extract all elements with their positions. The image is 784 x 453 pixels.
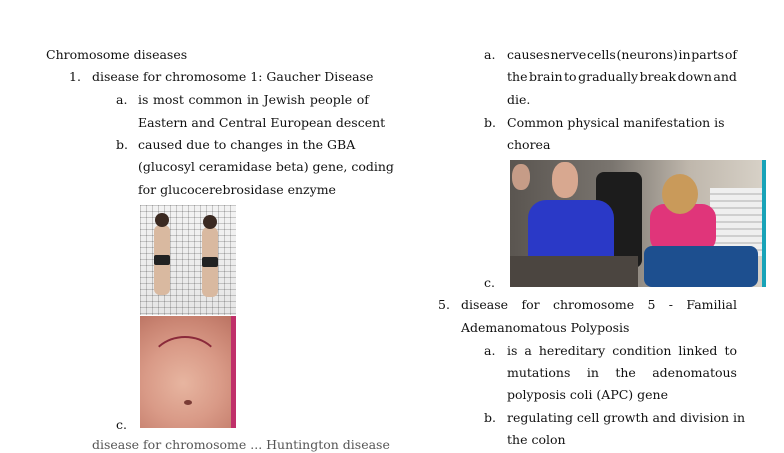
word: to: [724, 343, 737, 358]
word: is: [138, 92, 149, 107]
sub-marker-1a: a.: [116, 92, 128, 107]
sub-item-5b-line-2: the colon: [507, 432, 566, 447]
word: the: [615, 365, 636, 380]
word: people: [309, 92, 353, 107]
sub-marker-rc: c.: [484, 275, 495, 290]
child-head-1: [155, 213, 169, 227]
word: common: [188, 92, 243, 107]
sub-item-1b-line-1: caused due to changes in the GBA: [138, 137, 356, 152]
sub-item-1a-line-1: [138, 92, 369, 108]
word: Familial: [686, 297, 737, 312]
word: linked: [678, 343, 718, 358]
sub-item-ra-line-2: [507, 69, 737, 85]
word: is: [507, 343, 518, 358]
word: cells: [587, 47, 616, 62]
word: of: [356, 92, 369, 107]
surgical-scar: [148, 336, 222, 400]
list-number-5: 5.: [438, 297, 450, 312]
word: chromosome: [552, 297, 635, 312]
sub-item-rb-line-2: chorea: [507, 137, 551, 152]
sub-item-ra-line-1: [507, 47, 737, 63]
word: in: [246, 92, 259, 107]
word: adenomatous: [652, 365, 737, 380]
sub-item-1b-line-3: for glucocerebrosidase enzyme: [138, 182, 336, 197]
woman-hair: [662, 174, 698, 214]
word: brain: [529, 69, 563, 84]
sub-item-5a-line-2: [507, 365, 737, 381]
word: causes: [507, 47, 550, 62]
word: in: [586, 365, 599, 380]
list-item-1-text: disease for chromosome 1: Gaucher Disease: [92, 69, 374, 84]
sub-marker-5b: b.: [484, 410, 496, 425]
word: gradually: [578, 69, 639, 84]
sub-item-rb-line-1: Common physical manifestation is: [507, 115, 725, 130]
word: down: [677, 69, 712, 84]
sub-item-ra-line-3: die.: [507, 92, 531, 107]
word: disease: [461, 297, 509, 312]
cut-off-line: disease for chromosome ... Huntington disease: [92, 437, 390, 452]
word: 5: [647, 297, 656, 312]
sub-item-1b-line-2: (glucosyl ceramidase beta) gene, coding: [138, 159, 394, 174]
word: of: [724, 47, 737, 62]
photo-edge: [231, 316, 236, 428]
sub-item-5a-line-1: [507, 343, 737, 359]
word: for: [521, 297, 540, 312]
sub-marker-1b: b.: [116, 137, 128, 152]
word: condition: [612, 343, 672, 358]
word: hereditary: [538, 343, 606, 358]
list-item-5-line-2: Ademanomatous Polyposis: [461, 320, 630, 335]
sub-item-5a-line-3: polyposis coli (APC) gene: [507, 387, 668, 402]
word: a: [524, 343, 532, 358]
sub-marker-rb: b.: [484, 115, 496, 130]
child-shorts-1: [154, 255, 170, 265]
sub-marker-5a: a.: [484, 343, 496, 358]
word: and: [713, 69, 737, 84]
word: (neurons): [616, 47, 678, 62]
gaucher-abdomen-photo: [140, 316, 236, 428]
list-item-5-line-1: [461, 297, 737, 313]
word: mutations: [507, 365, 571, 380]
child-head-2: [203, 215, 217, 229]
bystander-head: [512, 164, 530, 190]
sub-item-5b-line-1: regulating cell growth and division in: [507, 410, 746, 425]
gaucher-children-photo: [140, 205, 236, 315]
word: in: [678, 47, 691, 62]
man-blue-shirt: [528, 200, 614, 262]
word: -: [668, 297, 674, 312]
sub-marker-ra: a.: [484, 47, 496, 62]
section-heading: Chromosome diseases: [46, 47, 188, 62]
list-number-1: 1.: [69, 69, 81, 84]
child-shorts-2: [202, 257, 218, 267]
word: nerve: [550, 47, 587, 62]
word: Jewish: [263, 92, 306, 107]
word: to: [564, 69, 577, 84]
word: break: [639, 69, 677, 84]
photo-edge: [762, 160, 766, 287]
man-head: [552, 162, 578, 198]
word: the: [507, 69, 528, 84]
blue-blanket: [644, 246, 758, 287]
sub-marker-1c: c.: [116, 417, 127, 432]
floor-shadow: [510, 256, 638, 287]
huntington-patients-photo: [510, 160, 766, 287]
word: parts: [691, 47, 725, 62]
sub-item-1a-line-2: Eastern and Central European descent: [138, 115, 386, 130]
navel: [184, 400, 192, 405]
word: most: [153, 92, 184, 107]
